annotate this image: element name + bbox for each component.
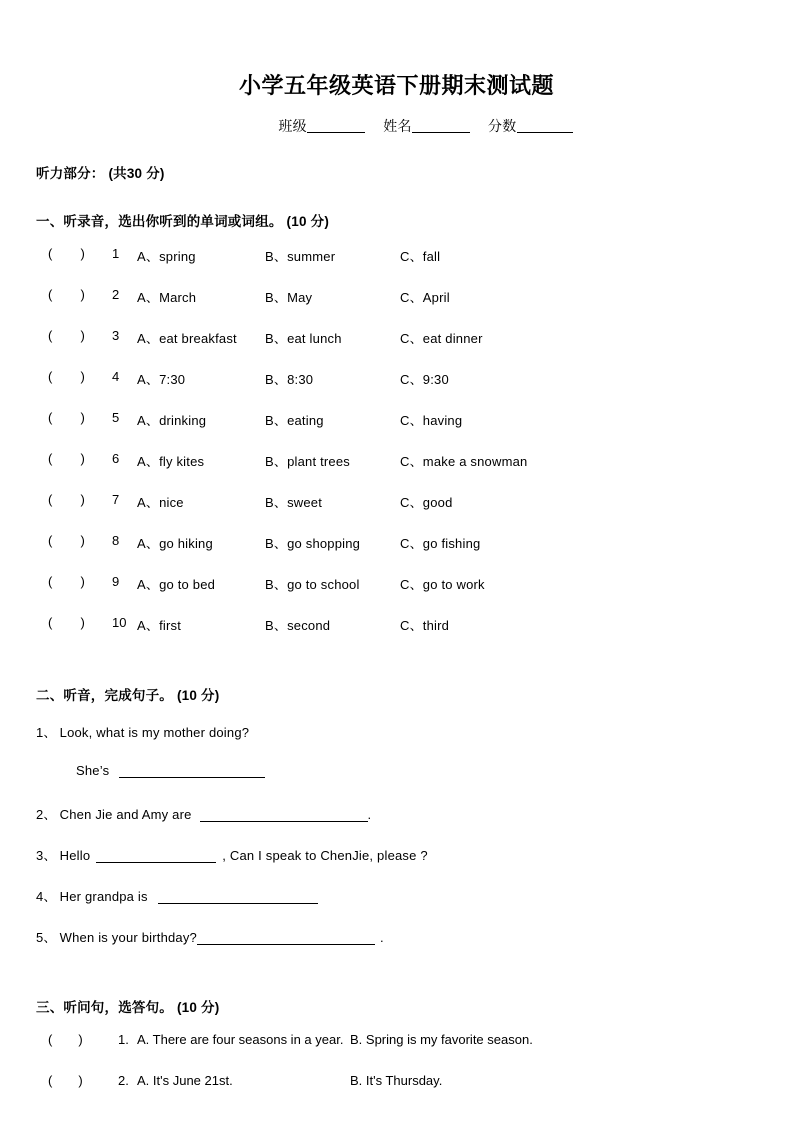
question-number: 2 [112, 286, 120, 302]
qa-question-row [36, 1032, 757, 1073]
option-b[interactable]: B、May [265, 289, 313, 305]
option-b[interactable]: B、plant trees [265, 453, 350, 469]
mc-question-row [36, 287, 757, 328]
answer-bracket[interactable]: ( ) [48, 491, 86, 507]
question-number: 4 [112, 368, 120, 384]
question-number: 10 [112, 614, 127, 630]
option-a[interactable]: A、go to bed [137, 576, 216, 592]
item-tail-text: . [380, 929, 384, 945]
question-number: 6 [112, 450, 120, 466]
answer-choice-a[interactable]: A. There are four seasons in a year. [137, 1031, 344, 1047]
answer-choice-b[interactable]: B. It's Thursday. [350, 1072, 443, 1088]
mc-question-row [36, 451, 757, 492]
class-field [278, 118, 365, 134]
section-one-heading: 一、听录音，选出你听到的单词或词组。 (10 分) [36, 213, 330, 229]
answer-blank[interactable] [158, 903, 318, 904]
name-blank[interactable] [412, 132, 470, 133]
option-b[interactable]: B、summer [265, 248, 336, 264]
answer-bracket[interactable]: ( ) [48, 1031, 83, 1047]
score-field [488, 118, 573, 134]
option-a[interactable]: A、eat breakfast [137, 330, 237, 346]
option-b[interactable]: B、sweet [265, 494, 323, 510]
fill-question-row [36, 886, 757, 927]
section-two-item-list [36, 722, 757, 968]
answer-blank[interactable] [119, 777, 265, 778]
mc-question-row [36, 492, 757, 533]
mc-question-row [36, 369, 757, 410]
item-tail-text: . [367, 806, 372, 822]
answer-choice-a[interactable]: A. It's June 21st. [137, 1072, 233, 1088]
item-tail-text: , Can I speak to ChenJie, please ? [222, 847, 428, 863]
answer-bracket[interactable]: ( ) [48, 1072, 83, 1088]
question-number: 8 [112, 532, 120, 548]
option-a[interactable]: A、go hiking [137, 535, 213, 551]
item-text: When is your birthday? [59, 929, 197, 945]
mc-question-row [36, 533, 757, 574]
option-c[interactable]: C、having [400, 412, 463, 428]
mc-question-row [36, 574, 757, 615]
answer-bracket[interactable]: ( ) [48, 450, 86, 466]
listening-part-heading: 听力部分： (共30 分) [36, 165, 165, 181]
score-blank[interactable] [517, 132, 573, 133]
score-label: 分数 [488, 117, 517, 134]
option-c[interactable]: C、April [400, 289, 450, 305]
item-number: 4、 [36, 888, 57, 904]
question-number: 1. [118, 1031, 129, 1047]
fill-question-row [36, 845, 757, 886]
item-text: Her grandpa is [59, 888, 148, 904]
mc-question-row [36, 410, 757, 451]
option-b[interactable]: B、8:30 [265, 371, 314, 387]
section-three-heading: 三、听问句，选答句。 (10 分) [36, 999, 220, 1015]
fill-question-row [36, 722, 757, 763]
option-c[interactable]: C、9:30 [400, 371, 449, 387]
option-c[interactable]: C、third [400, 617, 450, 633]
option-b[interactable]: B、go to school [265, 576, 360, 592]
name-label: 姓名 [383, 117, 412, 134]
option-c[interactable]: C、good [400, 494, 453, 510]
fill-answer-line [36, 763, 757, 804]
answer-bracket[interactable]: ( ) [48, 532, 86, 548]
fill-question-row [36, 927, 757, 968]
student-info-line [36, 116, 757, 136]
qa-question-row [36, 1073, 757, 1114]
option-b[interactable]: B、eat lunch [265, 330, 342, 346]
option-c[interactable]: C、make a snowman [400, 453, 528, 469]
option-a[interactable]: A、March [137, 289, 197, 305]
mc-question-row [36, 246, 757, 287]
question-number: 5 [112, 409, 120, 425]
item-number: 5、 [36, 929, 57, 945]
answer-bracket[interactable]: ( ) [48, 614, 86, 630]
answer-bracket[interactable]: ( ) [48, 368, 86, 384]
option-b[interactable]: B、eating [265, 412, 324, 428]
option-b[interactable]: B、second [265, 617, 331, 633]
option-a[interactable]: A、spring [137, 248, 196, 264]
answer-blank[interactable] [197, 944, 375, 945]
option-c[interactable]: C、eat dinner [400, 330, 483, 346]
option-c[interactable]: C、go to work [400, 576, 485, 592]
item-number: 3、 [36, 847, 57, 863]
class-label: 班级 [278, 117, 307, 134]
mc-question-row [36, 615, 757, 656]
answer-blank[interactable] [200, 821, 368, 822]
answer-bracket[interactable]: ( ) [48, 245, 86, 261]
question-number: 9 [112, 573, 120, 589]
answer-bracket[interactable]: ( ) [48, 573, 86, 589]
option-a[interactable]: A、drinking [137, 412, 207, 428]
question-number: 7 [112, 491, 120, 507]
name-field [383, 118, 470, 134]
item-text: Chen Jie and Amy are [59, 806, 192, 822]
option-b[interactable]: B、go shopping [265, 535, 361, 551]
option-a[interactable]: A、7:30 [137, 371, 186, 387]
section-three-question-list [36, 1032, 757, 1114]
question-number: 1 [112, 245, 120, 261]
item-text: She’s [76, 762, 110, 778]
answer-bracket[interactable]: ( ) [48, 409, 86, 425]
section-two-heading: 二、听音，完成句子。 (10 分) [36, 687, 220, 703]
question-number: 3 [112, 327, 120, 343]
item-text: Look, what is my mother doing? [59, 724, 250, 740]
mc-question-row [36, 328, 757, 369]
option-a[interactable]: A、nice [137, 494, 184, 510]
item-number: 2、 [36, 806, 57, 822]
option-c[interactable]: C、go fishing [400, 535, 481, 551]
page-title: 小学五年级英语下册期末测试题 [238, 73, 554, 98]
fill-question-row [36, 804, 757, 845]
section-one-question-list [36, 246, 757, 656]
item-text: Hello [59, 847, 91, 863]
answer-choice-b[interactable]: B. Spring is my favorite season. [350, 1031, 533, 1047]
option-a[interactable]: A、fly kites [137, 453, 205, 469]
class-blank[interactable] [307, 132, 365, 133]
question-number: 2. [118, 1072, 129, 1088]
item-number: 1、 [36, 724, 57, 740]
option-a[interactable]: A、first [137, 617, 182, 633]
option-c[interactable]: C、fall [400, 248, 441, 264]
answer-bracket[interactable]: ( ) [48, 286, 86, 302]
answer-bracket[interactable]: ( ) [48, 327, 86, 343]
answer-blank[interactable] [96, 862, 216, 863]
